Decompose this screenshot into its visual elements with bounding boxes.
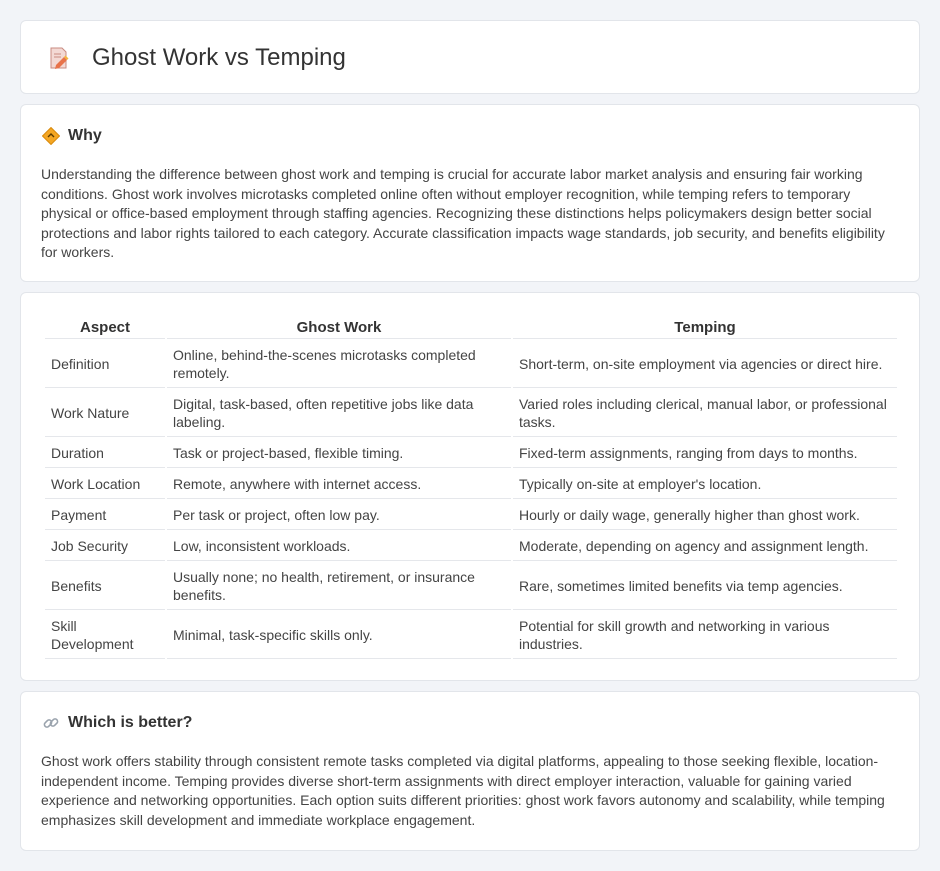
table-header-row <box>45 316 897 339</box>
document-pencil-icon <box>47 46 71 70</box>
cell-temp: Potential for skill growth and networking in various industries. <box>513 612 897 659</box>
better-heading <box>42 714 192 732</box>
table-row <box>45 470 897 499</box>
cell-ghost: Low, inconsistent workloads. <box>167 532 511 561</box>
which-is-better-card <box>20 691 920 851</box>
cell-temp: Typically on-site at employer's location. <box>513 470 897 499</box>
cell-temp: Moderate, depending on agency and assignment length. <box>513 532 897 561</box>
table-row <box>45 439 897 468</box>
header-card <box>20 20 920 94</box>
why-heading <box>42 127 102 145</box>
comparison-card <box>20 292 920 681</box>
cell-ghost: Digital, task-based, often repetitive jobs like data labeling. <box>167 390 511 437</box>
header-ghost-work: Ghost Work <box>167 316 511 339</box>
page-title: Ghost Work vs Temping <box>92 44 346 71</box>
cell-ghost: Minimal, task-specific skills only. <box>167 612 511 659</box>
header-aspect: Aspect <box>45 316 165 339</box>
table-row <box>45 390 897 437</box>
why-text: Understanding the difference between ghost work and temping is crucial for accurate labor market analysis and ensuring fair working conditions. Ghost work involves microtasks completed online often without employer recognition, while temping refers to temporary physical or office-based employment through staffing agencies. Recognizing these distinctions helps policymakers design better social protections and labor rights tailored to each category. Accurate classification impacts wage standards, job security, and benefits eligibility for workers. <box>41 166 885 260</box>
cell-temp: Rare, sometimes limited benefits via temp agencies. <box>513 563 897 610</box>
cell-aspect: Definition <box>45 341 165 388</box>
table-row <box>45 563 897 610</box>
cell-aspect: Job Security <box>45 532 165 561</box>
cell-aspect: Payment <box>45 501 165 530</box>
diamond-sign-icon <box>42 127 60 145</box>
cell-ghost: Usually none; no health, retirement, or insurance benefits. <box>167 563 511 610</box>
table-row <box>45 501 897 530</box>
table-row <box>45 532 897 561</box>
cell-aspect: Skill Development <box>45 612 165 659</box>
cell-ghost: Remote, anywhere with internet access. <box>167 470 511 499</box>
cell-aspect: Benefits <box>45 563 165 610</box>
cell-ghost: Online, behind-the-scenes microtasks completed remotely. <box>167 341 511 388</box>
cell-ghost: Task or project-based, flexible timing. <box>167 439 511 468</box>
table-row <box>45 341 897 388</box>
cell-temp: Varied roles including clerical, manual labor, or professional tasks. <box>513 390 897 437</box>
cell-aspect: Work Nature <box>45 390 165 437</box>
cell-temp: Short-term, on-site employment via agencies or direct hire. <box>513 341 897 388</box>
cell-temp: Hourly or daily wage, generally higher than ghost work. <box>513 501 897 530</box>
why-card <box>20 104 920 282</box>
better-title: Which is better? <box>68 714 193 731</box>
cell-temp: Fixed-term assignments, ranging from days to months. <box>513 439 897 468</box>
link-icon <box>42 714 60 732</box>
cell-aspect: Duration <box>45 439 165 468</box>
cell-aspect: Work Location <box>45 470 165 499</box>
better-text: Ghost work offers stability through consistent remote tasks completed via digital platforms, appealing to those seeking flexible, location-independent income. Temping provides diverse short-term assignments with direct employer interaction, valuable for gaining varied experience and networking opportunities. Each option suits different priorities: ghost work favors autonomy and scalability, while temping emphasizes skill development and immediate workplace engagement. <box>41 753 885 828</box>
why-title: Why <box>68 127 102 144</box>
comparison-table <box>43 314 899 661</box>
cell-ghost: Per task or project, often low pay. <box>167 501 511 530</box>
header-temping: Temping <box>513 316 897 339</box>
table-row <box>45 612 897 659</box>
